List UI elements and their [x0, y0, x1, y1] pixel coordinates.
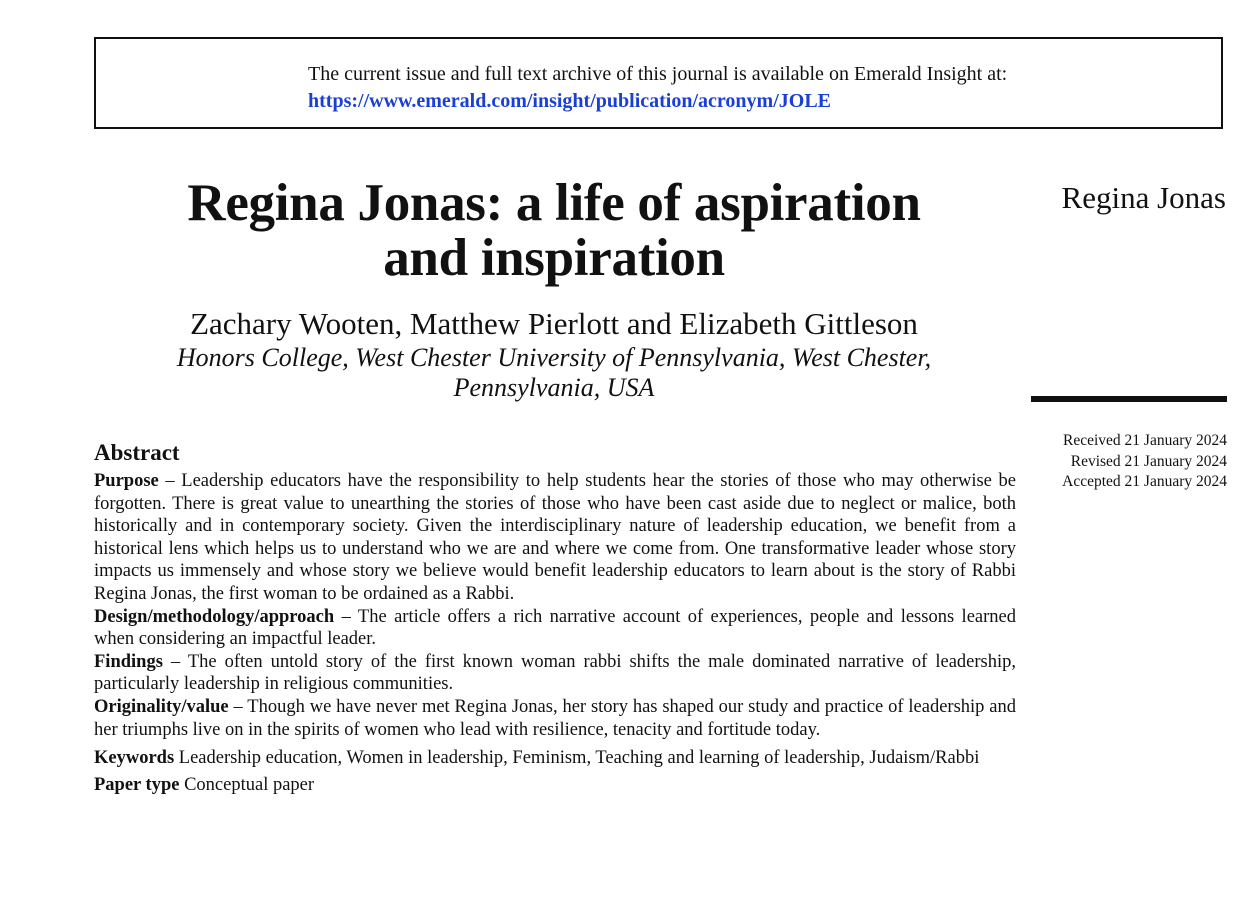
purpose-text: – Leadership educators have the responsibility to help students hear the stories of those who may otherwise be forgotten. There is great value to unearthing the stories of those who have been cast aside due to neglect or malice, both historically and in contemporary society. Given the interdisciplinary nature of leadership education, we benefit from a historical lens which helps us to understand who we are and where we come from. One transformative leader whose story impacts us immensely and whose story we believe would benefit leadership educators to learn about is the story of Rabbi Regina Jonas, the first woman to be ordained as a Rabbi. — [94, 471, 1016, 604]
abstract-purpose — [94, 470, 1016, 606]
title-line-2: and inspiration — [383, 229, 725, 287]
keywords-label: Keywords — [94, 748, 175, 769]
keywords — [94, 745, 994, 772]
keywords-text: Leadership education, Women in leadership, Feminism, Teaching and learning of leadership, Judaism/Rabbi — [174, 748, 980, 769]
originality-label: Originality/value — [94, 696, 229, 717]
article-title — [94, 176, 1014, 286]
author-affiliation — [94, 343, 1014, 403]
abstract-findings — [94, 651, 1016, 696]
title-line-1: Regina Jonas: a life of aspiration — [187, 174, 921, 232]
accepted-date: Accepted 21 January 2024 — [1062, 473, 1227, 490]
purpose-label: Purpose — [94, 471, 159, 491]
paper-type-label: Paper type — [94, 775, 180, 796]
abstract-design — [94, 606, 1016, 651]
received-date: Received 21 January 2024 — [1063, 432, 1227, 449]
side-divider — [1031, 396, 1227, 402]
journal-notice — [308, 61, 1007, 115]
design-text: – The article offers a rich narrative account of experiences, people and lessons learned when considering an impactful leader. — [94, 606, 1016, 650]
paper-type-text: Conceptual paper — [179, 775, 315, 796]
article-dates — [1062, 431, 1227, 493]
abstract-section — [94, 438, 1016, 799]
paper-type — [94, 772, 1016, 799]
abstract-originality — [94, 696, 1016, 741]
affiliation-line-2: Pennsylvania, USA — [453, 373, 655, 402]
journal-notice-box — [94, 37, 1223, 129]
affiliation-line-1: Honors College, West Chester University of Pennsylvania, West Chester, — [176, 343, 932, 372]
originality-text: – Though we have never met Regina Jonas, her story has shaped our study and practice of leadership and her triumphs live on in the spirits of women who lead with resilience, tenacity and fortitude today. — [94, 696, 1016, 740]
design-label: Design/methodology/approach — [94, 606, 335, 627]
revised-date: Revised 21 January 2024 — [1070, 452, 1227, 470]
running-head: Regina Jonas — [1061, 180, 1226, 215]
findings-label: Findings — [94, 651, 163, 672]
author-list: Zachary Wooten, Matthew Pierlott and Elizabeth Gittleson — [190, 306, 918, 341]
abstract-heading: Abstract — [94, 440, 180, 465]
journal-notice-text: The current issue and full text archive of this journal is available on Emerald Insight at: — [308, 63, 1008, 85]
journal-archive-link[interactable]: https://www.emerald.com/insight/publication/acronym/JOLE — [308, 90, 831, 112]
findings-text: – The often untold story of the first known woman rabbi shifts the male dominated narrative of leadership, particularly leadership in religious communities. — [94, 651, 1016, 695]
